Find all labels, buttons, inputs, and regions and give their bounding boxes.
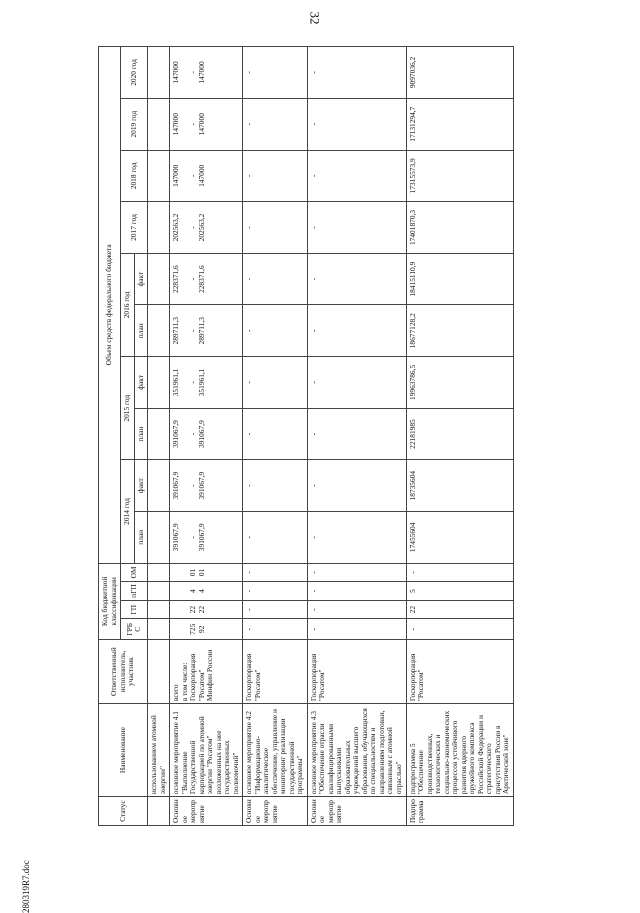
page-number: 32 [307, 11, 323, 25]
header-gp: ГП [121, 600, 148, 619]
table-body [148, 47, 514, 826]
responsible-cell: Госкорпорация "Росатом" [406, 640, 513, 704]
value-cell: 147000 - 147000 [170, 47, 243, 99]
value-cell: 391067,9 - 391067,9 [170, 512, 243, 564]
header-responsible: Ответственный исполнитель, участник [99, 640, 148, 704]
om-cell: - [307, 563, 406, 582]
header-pgp: пГП [121, 582, 148, 601]
grbs-cell: 725 92 [170, 619, 243, 640]
value-cell: - [307, 460, 406, 512]
name-cell: использованием атомной энергии" [148, 704, 170, 797]
value-cell: 22181985 [406, 408, 513, 460]
om-cell: 01 01 [170, 563, 243, 582]
name-cell: основное мероприятие 4.3 "Обеспечение отрасли квалифицированными выпускниками образовательных учреждений высшего образования, обучающихся по специальностям и направлениям подготовки, связанным с атомной отраслью" [307, 704, 406, 797]
value-cell: - [307, 47, 406, 99]
value-cell [148, 47, 170, 99]
value-cell: 147000 - 147000 [170, 98, 243, 150]
value-cell [148, 253, 170, 305]
value-cell: - [307, 98, 406, 150]
header-2015: 2015 год [121, 357, 135, 460]
header-fact: факт [134, 253, 148, 305]
gp-cell: - [243, 600, 308, 619]
value-cell: - [243, 47, 308, 99]
pgp-cell: 4 4 [170, 582, 243, 601]
value-cell: - [243, 305, 308, 357]
status-cell: Основное мероприятие [170, 797, 243, 826]
value-cell: 289711,3 - 289711,3 [170, 305, 243, 357]
grbs-cell: - [406, 619, 513, 640]
value-cell [148, 98, 170, 150]
value-cell: 19963786,5 [406, 357, 513, 409]
header-2017: 2017 год [121, 202, 148, 254]
table-row [307, 47, 406, 826]
responsible-cell: Госкорпорация "Росатом" [307, 640, 406, 704]
name-cell: основное мероприятие 4.1 "Выполнение Государственной корпорацией по атомной энергии "Росатом" возложенных на нее государственных полномочий" [170, 704, 243, 797]
footer-filename: 280319R7.doc [21, 860, 31, 913]
header-plan: план [134, 305, 148, 357]
value-cell: - [307, 512, 406, 564]
value-cell: - [243, 512, 308, 564]
value-cell [148, 357, 170, 409]
header-plan: план [134, 408, 148, 460]
value-cell: 17131294,7 [406, 98, 513, 150]
om-cell: - [243, 563, 308, 582]
pgp-cell: - [307, 582, 406, 601]
status-cell: Основное мероприятие [243, 797, 308, 826]
responsible-cell: всего в том числе: Госкорпорация "Росатом" Минфин России [170, 640, 243, 704]
grbs-cell: - [307, 619, 406, 640]
om-cell [148, 563, 170, 582]
header-2016: 2016 год [121, 253, 135, 356]
value-cell: - [243, 357, 308, 409]
value-cell [148, 202, 170, 254]
value-cell: 9097036,2 [406, 47, 513, 99]
header-budget-code: Код бюджетной классификации [99, 563, 121, 639]
table-row [170, 47, 243, 826]
value-cell: 17315573,9 [406, 150, 513, 202]
value-cell: 147000 - 147000 [170, 150, 243, 202]
value-cell: 228371,6 - 228371,6 [170, 253, 243, 305]
value-cell [148, 512, 170, 564]
value-cell: - [307, 408, 406, 460]
value-cell: - [307, 150, 406, 202]
status-cell [148, 797, 170, 826]
header-name: Наименование [99, 704, 148, 797]
value-cell [148, 150, 170, 202]
value-cell: 202563,2 - 202563,2 [170, 202, 243, 254]
value-cell: - [243, 150, 308, 202]
name-cell: подпрограмма 5 "Обеспечение производственных, технологических и социально-экономических процессов устойчивого развития ядерного оружейного комплекса Российской Федерации и стратегического присутствия России в Арктической зоне" [406, 704, 513, 797]
value-cell: - [307, 253, 406, 305]
value-cell: - [307, 202, 406, 254]
table-row [406, 47, 513, 826]
value-cell: 391067,9 - 391067,9 [170, 408, 243, 460]
header-grbs: ГРБС [121, 619, 148, 640]
pgp-cell [148, 582, 170, 601]
budget-table-rotated [98, 46, 636, 826]
gp-cell: 22 [406, 600, 513, 619]
status-cell: Подпрограмма [406, 797, 513, 826]
table-row [148, 47, 170, 826]
value-cell: 18677128,2 [406, 305, 513, 357]
value-cell: 17455604 [406, 512, 513, 564]
header-om: ОМ [121, 563, 148, 582]
value-cell: - [243, 98, 308, 150]
value-cell: - [243, 253, 308, 305]
header-2019: 2019 год [121, 98, 148, 150]
value-cell: - [307, 305, 406, 357]
value-cell [148, 460, 170, 512]
grbs-cell: - [243, 619, 308, 640]
value-cell: 18415110,9 [406, 253, 513, 305]
gp-cell [148, 600, 170, 619]
table-row [243, 47, 308, 826]
header-status: Статус [99, 797, 148, 826]
value-cell: 391067,9 - 391067,9 [170, 460, 243, 512]
header-fact: факт [134, 357, 148, 409]
status-cell: Основное мероприятие [307, 797, 406, 826]
gp-cell: 22 22 [170, 600, 243, 619]
header-fact: факт [134, 460, 148, 512]
header-2018: 2018 год [121, 150, 148, 202]
header-2020: 2020 год [121, 47, 148, 99]
responsible-cell [148, 640, 170, 704]
gp-cell: - [307, 600, 406, 619]
pgp-cell: - [243, 582, 308, 601]
budget-table [98, 46, 514, 826]
om-cell: - [406, 563, 513, 582]
pgp-cell: 5 [406, 582, 513, 601]
value-cell: - [243, 460, 308, 512]
value-cell: - [243, 202, 308, 254]
header-2014: 2014 год [121, 460, 135, 563]
header-plan: план [134, 512, 148, 564]
name-cell: основное мероприятие 4.2 "Информационно-аналитическое обеспечение, управление и мониторинг реализации государственной программы" [243, 704, 308, 797]
grbs-cell [148, 619, 170, 640]
header-federal-budget: Объем средств федерального бюджета [99, 47, 121, 564]
value-cell [148, 408, 170, 460]
value-cell [148, 305, 170, 357]
value-cell: 18735604 [406, 460, 513, 512]
responsible-cell: Госкорпорация "Росатом" [243, 640, 308, 704]
value-cell: - [243, 408, 308, 460]
value-cell: - [307, 357, 406, 409]
value-cell: 17401870,3 [406, 202, 513, 254]
value-cell: 351961,1 - 351961,1 [170, 357, 243, 409]
